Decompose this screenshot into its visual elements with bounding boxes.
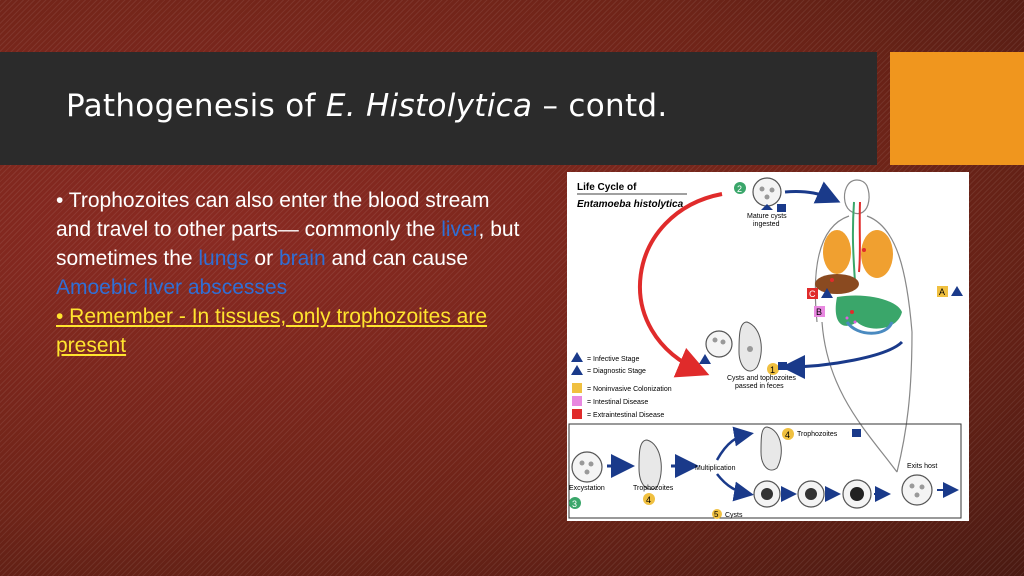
lesion-dot [862,248,866,252]
step2-number: 2 [737,184,743,194]
diagnostic-box-icon [852,429,861,437]
slide-title [66,88,668,124]
diagnostic-box-icon [778,362,787,370]
bullet-trophozoites [56,186,526,302]
title-italic: E. Histolytica [325,88,533,124]
left-lung-icon [823,230,851,274]
link-liver[interactable]: liver [441,218,479,241]
lesion-dot [854,321,857,324]
ingestion-arrow [785,191,835,200]
cyst-nucleus-icon [580,461,585,466]
legend-noninvasive: = Noninvasive Colonization [587,386,672,393]
cyst-nucleus-icon [760,187,765,192]
bullet-list [56,186,526,360]
title-part1: Pathogenesis of [66,88,326,124]
figure-title-line2: Entamoeba histolytica [577,199,684,210]
marker-c-letter: C [809,289,816,299]
life-cycle-figure [567,172,969,521]
legend-diagnostic-icon [571,365,583,375]
feces-arrow [787,342,902,367]
bullet1-text-b: , but sometimes the [56,218,520,270]
step4b-number: 4 [646,495,652,505]
step5-number: 5 [714,510,719,519]
cyst-nucleus-icon [920,485,925,490]
legend-c-box [572,409,582,419]
bullet1-text-c: or [248,247,279,270]
link-lungs[interactable]: lungs [198,247,249,270]
marker-a-letter: A [939,287,946,297]
mature-cyst-icon [902,475,932,505]
trophozoites-top-label: Trophozoites [797,431,838,438]
cyst-nucleus-icon [589,462,594,467]
trophozoite-icon [639,440,661,489]
lesion-dot [830,278,834,282]
trophozoites-label: Trophozoites [633,485,674,492]
ingested-label: ingested [753,221,780,228]
cyst-nucleus-icon [765,195,770,200]
life-cycle-diagram [567,172,969,521]
trophozoite-nucleus-icon [747,346,753,352]
cyst-nucleus-icon [721,340,726,345]
exits-host-label: Exits host [907,463,938,470]
bullet1-text-a: • Trophozoites can also enter the blood stream and travel to other parts— commonly the [56,189,490,241]
bullet-remember[interactable]: • Remember - In tissues, only trophozoites are present [56,305,488,357]
head-outline [845,180,870,214]
infective-triangle-icon [699,354,711,364]
marker-b-letter: B [816,307,823,317]
link-brain[interactable]: brain [278,247,326,270]
title-part2: – contd. [532,88,668,124]
step1-number: 1 [770,365,776,375]
esophagus-path [859,202,860,272]
legend-a-box [572,383,582,393]
multiplication-label: Multiplication [695,465,736,472]
cyst-nucleus-icon [585,470,590,475]
cysts-troph-label-2: passed in feces [735,383,784,390]
diagnostic-box-icon [777,204,786,212]
infective-triangle-icon [951,286,963,296]
cysts-label: Cysts [725,512,743,519]
legend-b-box [572,396,582,406]
flow-arrow [717,474,749,494]
step3-number: 3 [572,499,578,509]
accent-block [890,52,1024,165]
figure-title-line1: Life Cycle of [577,182,637,193]
liver-icon [815,274,859,294]
cyst-chromatoid-icon [850,487,864,501]
right-lung-icon [861,230,893,278]
link-amoebic-liver-abscesses[interactable]: Amoebic liver abscesses [56,276,288,299]
bullet1-text-d: and can cause [325,247,469,270]
cysts-troph-label-1: Cysts and tophozoites [727,375,796,382]
cyst-nucleus-icon [713,338,718,343]
legend-diagnostic: = Diagnostic Stage [587,368,646,375]
lesion-dot [846,317,849,320]
mature-cysts-label: Mature cysts [747,213,787,220]
trophozoite-icon [761,427,781,470]
cyst-nucleus-icon [910,484,915,489]
excystation-cyst-icon [572,452,602,482]
cyst-chromatoid-icon [761,488,773,500]
legend-intestinal: = Intestinal Disease [587,399,649,406]
step4-number: 4 [785,430,791,440]
legend-extraintestinal: = Extraintestinal Disease [587,412,665,419]
cyst-nucleus-icon [770,188,775,193]
mature-cyst-icon [753,178,781,206]
legend-infective-icon [571,352,583,362]
lesion-dot [850,310,854,314]
flow-arrow [717,434,749,460]
gut-path [853,202,855,282]
cyst-chromatoid-icon [805,488,817,500]
legend-infective: = Infective Stage [587,356,640,363]
cyst-icon [706,331,732,357]
excystation-label: Excystation [569,485,605,492]
cyst-nucleus-icon [915,493,920,498]
